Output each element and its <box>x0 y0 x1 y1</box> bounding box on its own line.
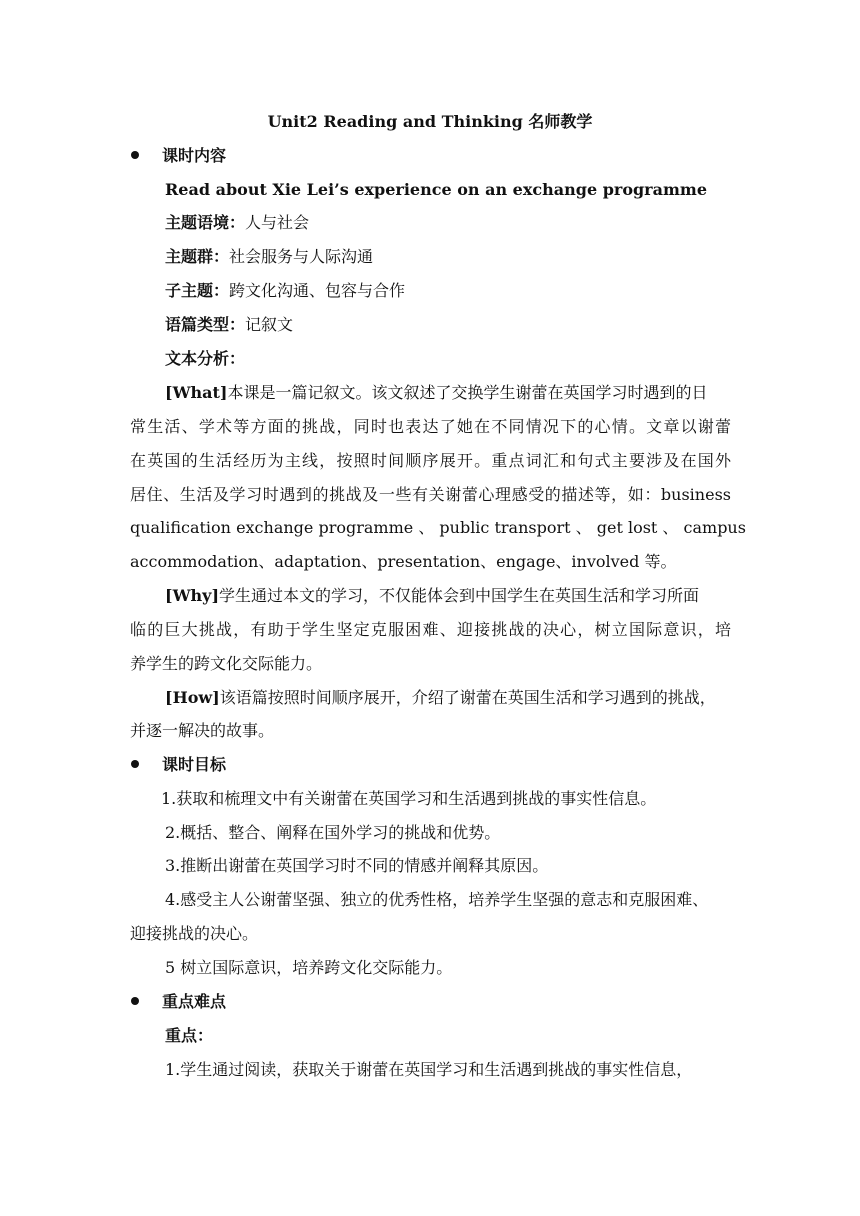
subtheme-row <box>165 281 405 301</box>
what-first-line <box>165 383 708 403</box>
theme-context-label: 主题语境： <box>165 213 246 232</box>
how-label: [How] <box>165 688 220 707</box>
text-type-value: 记叙文 <box>245 315 294 334</box>
why-line: 学生通过本文的学习，不仅能体会到中国学生在英国生活和学习所面 <box>219 586 700 605</box>
what-label: [What] <box>165 383 228 402</box>
goal-item: 4.感受主人公谢蕾坚强、独立的优秀性格，培养学生坚强的意志和克服困难、 <box>165 890 709 909</box>
bullet-icon <box>131 760 139 768</box>
subtheme-value: 跨文化沟通、包容与合作 <box>229 281 406 300</box>
subtheme-label: 子主题： <box>165 281 230 300</box>
why-line: 养学生的跨文化交际能力。 <box>130 654 323 673</box>
text-type-label: 语篇类型： <box>165 315 246 334</box>
analysis-label: 文本分析： <box>165 349 246 368</box>
theme-group-value: 社会服务与人际沟通 <box>229 247 374 266</box>
theme-group-label: 主题群： <box>165 247 230 266</box>
theme-context-value: 人与社会 <box>245 213 310 232</box>
what-line: qualification exchange programme 、 public transport 、 get lost 、 campus <box>130 518 746 537</box>
theme-group-row <box>165 247 373 267</box>
theme-context-row <box>165 213 309 233</box>
section-heading-goals: 课时目标 <box>162 755 227 774</box>
what-line: accommodation、adaptation、presentation、engage、involved 等。 <box>130 552 677 571</box>
what-line: 本课是一篇记叙文。该文叙述了交换学生谢蕾在英国学习时遇到的日 <box>227 383 708 402</box>
goal-item: 1.获取和梳理文中有关谢蕾在英国学习和生活遇到挑战的事实性信息。 <box>161 789 657 808</box>
what-line: 居住、生活及学习时遇到的挑战及一些有关谢蕾心理感受的描述等，如：business <box>130 485 731 504</box>
goal-item-continued: 迎接挑战的决心。 <box>130 924 259 943</box>
key-points-label: 重点： <box>165 1026 214 1045</box>
lesson-subtitle: Read about Xie Lei’s experience on an exchange programme <box>165 180 708 199</box>
goal-item: 5 树立国际意识，培养跨文化交际能力。 <box>165 958 453 977</box>
bullet-icon <box>131 997 139 1005</box>
how-first-line <box>165 688 716 708</box>
why-first-line <box>165 586 699 606</box>
what-line: 在英国的生活经历为主线，按照时间顺序展开。重点词汇和句式主要涉及在国外 <box>130 451 731 470</box>
how-line: 该语篇按照时间顺序展开，介绍了谢蕾在英国生活和学习遇到的挑战， <box>219 688 716 707</box>
how-line: 并逐一解决的故事。 <box>130 721 275 740</box>
why-label: [Why] <box>165 586 220 605</box>
why-line: 临的巨大挑战，有助于学生坚定克服困难、迎接挑战的决心，树立国际意识，培 <box>130 620 731 639</box>
section-heading-content: 课时内容 <box>162 146 227 165</box>
text-type-row <box>165 315 293 335</box>
goal-item: 3.推断出谢蕾在英国学习时不同的情感并阐释其原因。 <box>165 856 549 875</box>
document-title: Unit2 Reading and Thinking 名师教学 <box>267 112 593 131</box>
section-heading-key-points: 重点难点 <box>162 992 227 1011</box>
goal-item: 2.概括、整合、阐释在国外学习的挑战和优势。 <box>165 823 501 842</box>
what-line: 常生活、学术等方面的挑战，同时也表达了她在不同情况下的心情。文章以谢蕾 <box>130 417 731 436</box>
key-point-item: 1.学生通过阅读，获取关于谢蕾在英国学习和生活遇到挑战的事实性信息， <box>165 1060 693 1079</box>
bullet-icon <box>131 151 139 159</box>
